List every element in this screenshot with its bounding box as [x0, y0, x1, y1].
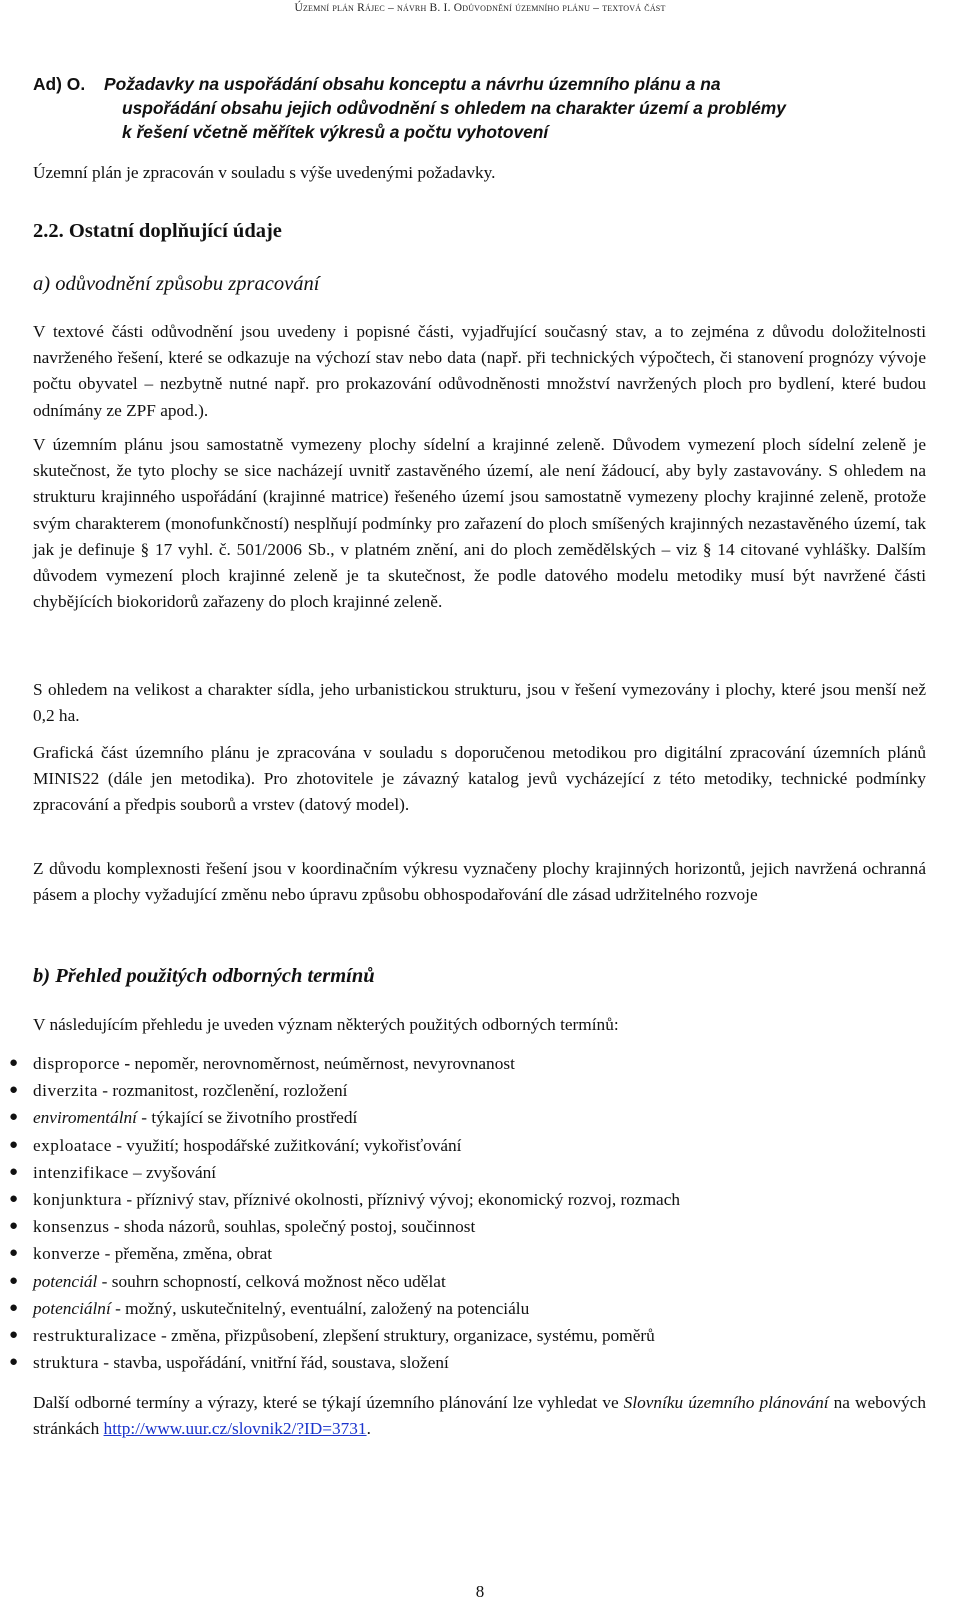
list-item: ● disproporce - nepoměr, nerovnoměrnost, neúměrnost, nevyrovnanost — [33, 1050, 926, 1077]
ad-heading-prefix: Ad) O. — [33, 74, 86, 94]
bullet-icon: ● — [9, 1163, 19, 1180]
dictionary-link[interactable]: http://www.uur.cz/slovnik2/?ID=3731 — [103, 1419, 367, 1439]
running-header: Územní plán Rájec – návrh B. I. Odůvodnění územního plánu – textová část — [294, 2, 666, 14]
subsection-b-title: b) Přehled použitých odborných termínů — [33, 965, 375, 987]
list-item: ● enviromentální - týkající se životního prostředí — [33, 1104, 926, 1131]
bullet-icon: ● — [9, 1245, 19, 1262]
dictionary-title: Slovníku územního plánování — [623, 1393, 829, 1412]
subsection-a-paragraph-5: Z důvodu komplexnosti řešení jsou v koordinačním výkresu vyznačeny plochy krajinných horizontů, jejich navržená ochranná pásem a plochy vyžadující změnu nebo úpravu způsobu obhospodařování dle zásad udržitelného rozvoje — [33, 859, 926, 905]
list-item: ● restrukturalizace - změna, přizpůsobení, zlepšení struktury, organizace, systému, poměrů — [33, 1322, 926, 1349]
subsection-b-intro: V následujícím přehledu je uveden význam některých použitých odborných termínů: — [33, 1015, 619, 1034]
list-item: ● intenzifikace – zvyšování — [33, 1159, 926, 1186]
list-item: ● exploatace - využití; hospodářské zužitkování; vykořisťování — [33, 1132, 926, 1159]
ad-body: Územní plán je zpracován v souladu s výše uvedenými požadavky. — [33, 163, 496, 182]
bullet-icon: ● — [9, 1190, 19, 1207]
list-item: ● konverze - přeměna, změna, obrat — [33, 1240, 926, 1267]
subsection-a-paragraph-1: V textové části odůvodnění jsou uvedeny i popisné části, vyjadřující současný stav, a to zejména z důvodu doložitelnosti navrženého řešení, které se odkazuje na výchozí stav nebo data (např. při technických výpočtech, či stanovení prognózy vývoje počtu obyvatel – nezbytně nutné např. pro prokazování odůvodněnosti množství navržených ploch pro bydlení, které budou odnímány ze ZPF apod.). — [33, 322, 926, 420]
list-item: ● diverzita - rozmanitost, rozčlenění, rozložení — [33, 1077, 926, 1104]
subsection-a-paragraph-3: S ohledem na velikost a charakter sídla, jeho urbanistickou strukturu, jsou v řešení vymezovány i plochy, které jsou menší než 0,2 ha. — [33, 680, 926, 726]
bullet-icon: ● — [9, 1136, 19, 1153]
section-title-2-2: 2.2. Ostatní doplňující údaje — [33, 220, 282, 242]
page-number: 8 — [475, 1582, 485, 1601]
list-item: ● konjunktura - příznivý stav, příznivé okolnosti, příznivý vývoj; ekonomický rozvoj, rozmach — [33, 1186, 926, 1213]
bullet-icon: ● — [9, 1109, 19, 1126]
bullet-icon: ● — [9, 1218, 19, 1235]
bullet-icon: ● — [9, 1326, 19, 1343]
list-item: ● potenciální - možný, uskutečnitelný, eventuální, založený na potenciálu — [33, 1295, 926, 1322]
subsection-a-title: a) odůvodnění způsobu zpracování — [33, 273, 320, 295]
ad-heading-line-2: uspořádání obsahu jejich odůvodnění s ohledem na charakter území a problémy — [122, 98, 786, 118]
closing-paragraph: Další odborné termíny a výrazy, které se týkají územního plánování lze vyhledat ve Slovníku územního plánování na webových stránkách http://www.uur.cz/slovnik2/?ID=3731. — [33, 1393, 926, 1439]
ad-heading-line-1: Požadavky na uspořádání obsahu konceptu a návrhu územního plánu a na — [104, 74, 721, 94]
bullet-icon: ● — [9, 1272, 19, 1289]
list-item: ● potenciál - souhrn schopností, celková možnost něco udělat — [33, 1268, 926, 1295]
list-item: ● struktura - stavba, uspořádání, vnitřní řád, soustava, složení — [33, 1349, 926, 1376]
bullet-icon: ● — [9, 1082, 19, 1099]
bullet-icon: ● — [9, 1055, 19, 1071]
subsection-a-paragraph-2: V územním plánu jsou samostatně vymezeny plochy sídelní a krajinné zeleně. Důvodem vymezení ploch sídelní zeleně je skutečnost, že tyto plochy se sice nacházejí uvnitř zastavěného území, ale není žádoucí, aby byly zastavovány. S ohledem na strukturu krajinného uspořádání (krajinné matrice) řešeného území jsou samostatně vymezeny plochy krajinné zeleně, protože svým charakterem (monofunkčností) nesplňují podmínky pro zařazení do ploch smíšených krajinných nezastavěného území, tak jak je definuje § 17 vyhl. č. 501/2006 Sb., v platném znění, ani do ploch zemědělských – viz § 14 citované vyhlášky. Dalším důvodem vymezení ploch krajinné zeleně je ta skutečnost, že podle datového modelu metodiky musí být navržené části chybějících biokoridorů zařazeny do ploch krajinné zeleně. — [33, 435, 926, 612]
list-item: ● konsenzus - shoda názorů, souhlas, společný postoj, součinnost — [33, 1213, 926, 1240]
bullet-icon: ● — [9, 1354, 19, 1371]
bullet-icon: ● — [9, 1299, 19, 1316]
subsection-a-paragraph-4: Grafická část územního plánu je zpracována v souladu s doporučenou metodikou pro digitální zpracování územních plánů MINIS22 (dále jen metodika). Pro zhotovitele je závazný katalog jevů vycházející z této metodiky, technické podmínky zpracování a předpis souborů a vrstev (datový model). — [33, 743, 926, 815]
terms-list — [9, 1050, 926, 1376]
ad-heading-line-3: k řešení včetně měřítek výkresů a počtu vyhotovení — [122, 122, 549, 142]
ad-heading — [33, 72, 926, 144]
